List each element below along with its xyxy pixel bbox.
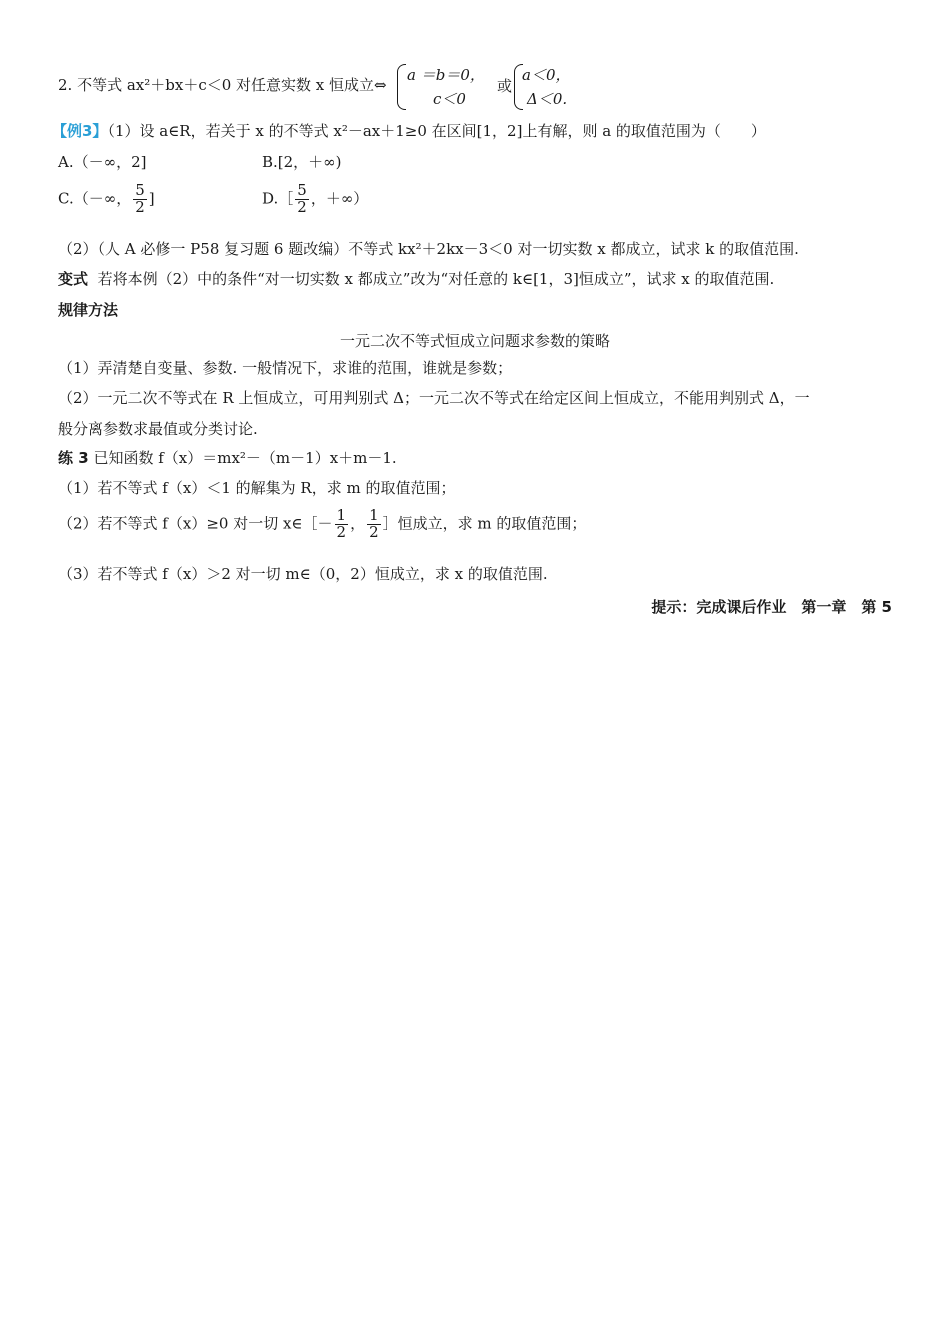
frac-num: 5: [297, 181, 307, 199]
q2-suffix: ］恒成立，求 m 的取值范围；: [382, 514, 587, 533]
hint-footer: 提示：完成课后作业 第一章 第 5: [651, 598, 892, 616]
practice3-q3: （3）若不等式 f（x）＞2 对一切 m∈（0，2）恒成立，求 x 的取值范围.: [58, 565, 548, 583]
q2-mid: ，: [350, 514, 366, 533]
fraction-five-halves-d: [295, 183, 309, 216]
method-heading: 规律方法: [58, 301, 119, 319]
option-d: [262, 183, 368, 216]
option-c-suffix: ]: [148, 189, 155, 208]
variant-label: 变式: [58, 270, 89, 288]
frac-den: 2: [336, 522, 347, 541]
item2-text: 2. 不等式 ax²＋bx＋c＜0 对任意实数 x 恒成立⇔: [58, 76, 387, 94]
method-title: 一元二次不等式恒成立问题求参数的策略: [339, 332, 610, 350]
practice3-intro: [58, 449, 397, 468]
system1-line2: c＜0: [433, 90, 466, 108]
frac-num: 5: [135, 181, 145, 199]
practice3-q2: [58, 508, 586, 541]
fraction-one-half-1: [335, 508, 349, 541]
example3-question1: [52, 122, 766, 141]
system2-line1: a＜0，: [522, 66, 571, 84]
frac-den: 2: [369, 522, 379, 541]
example3-question2: （2）（人 A 必修一 P58 复习题 6 题改编）不等式 kx²＋2kx－3＜0 对一切实数 x 都成立，试求 k 的取值范围.: [58, 240, 799, 258]
option-d-prefix: D.［: [262, 189, 294, 208]
option-b: B.[2，＋∞): [262, 153, 342, 171]
variant-text: 若将本例（2）中的条件“对一切实数 x 都成立”改为“对任意的 k∈[1，3]恒成立”，试求 x 的取值范围.: [97, 270, 775, 288]
system2-line2: Δ＜0.: [527, 90, 568, 108]
practice3-label: 练 3: [58, 449, 89, 467]
frac-den: 2: [297, 197, 307, 216]
option-a: A.（－∞，2]: [58, 153, 147, 171]
practice3-intro-text: 已知函数 f（x）＝mx²－（m－1）x＋m－1.: [93, 449, 397, 467]
practice3-q1: （1）若不等式 f（x）＜1 的解集为 R，求 m 的取值范围；: [58, 479, 456, 497]
option-c-prefix: C.（－∞，: [58, 189, 132, 208]
method-point2-line1: （2）一元二次不等式在 R 上恒成立，可用判别式 Δ；一元二次不等式在给定区间上恒成立，不能用判别式 Δ，一: [58, 389, 810, 407]
left-brace-1: [397, 64, 406, 110]
frac-num: 1: [369, 506, 379, 524]
option-d-suffix: ，＋∞）: [310, 189, 369, 208]
frac-den: 2: [135, 197, 145, 216]
method-point2-line2: 般分离参数求最值或分类讨论.: [58, 420, 258, 438]
variant-paragraph: [58, 270, 774, 289]
option-c: [58, 183, 155, 216]
q2-prefix: （2）若不等式 f（x）≥0 对一切 x∈［－: [58, 514, 333, 533]
method-point1: （1）弄清楚自变量、参数. 一般情况下，求谁的范围，谁就是参数；: [58, 359, 513, 377]
system1-line1: a ＝b＝0，: [407, 66, 485, 84]
frac-num: 1: [336, 506, 347, 524]
example3-label: 【例3】: [52, 122, 108, 140]
or-word: 或: [497, 77, 513, 95]
fraction-one-half-2: [367, 508, 381, 541]
fraction-five-halves: [133, 183, 147, 216]
example3-q1-text: （1）设 a∈R，若关于 x 的不等式 x²－ax＋1≥0 在区间[1，2]上有解，则 a 的取值范围为（ ）: [107, 122, 766, 140]
